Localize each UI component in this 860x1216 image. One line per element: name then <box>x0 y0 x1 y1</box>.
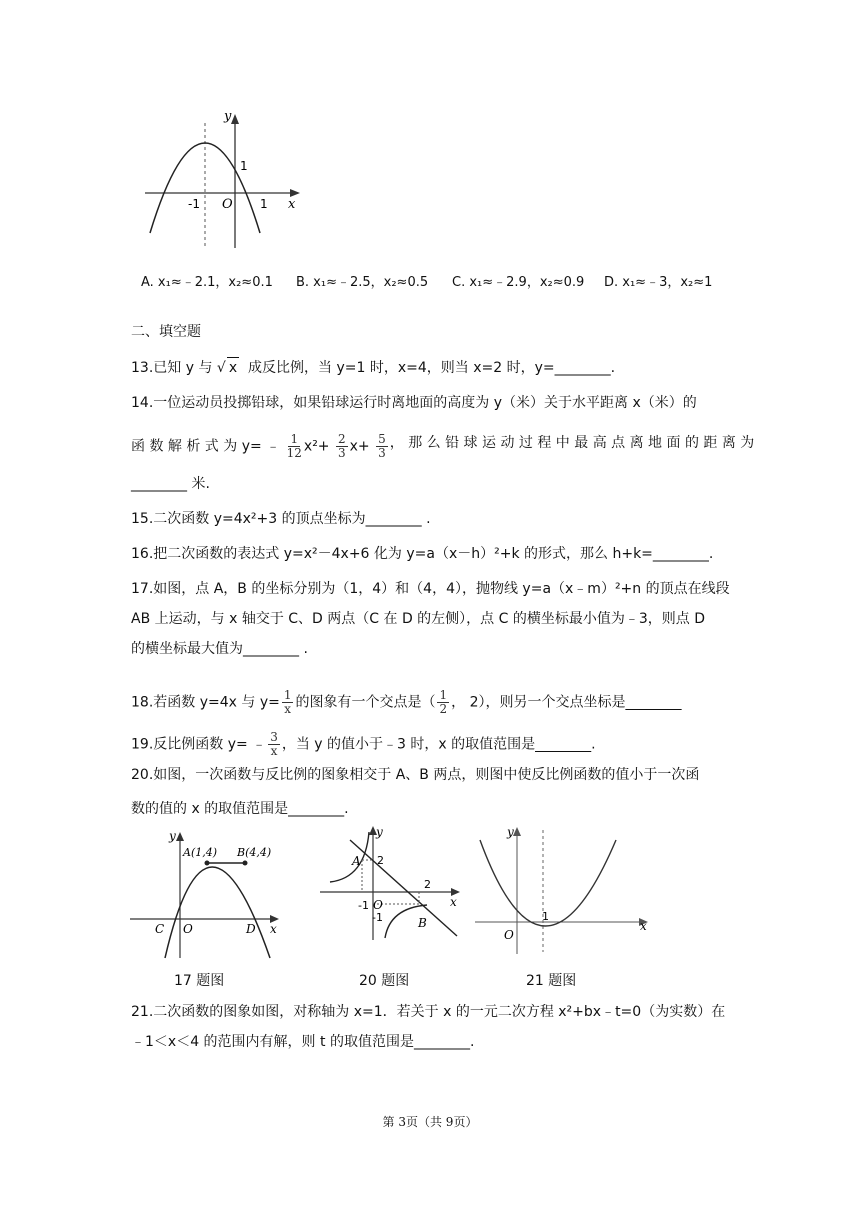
svg-text:O: O <box>222 197 233 212</box>
svg-text:C: C <box>155 922 165 936</box>
question-18: 18.若函数 y=4x 与 y= $\frac{1}{x}$ 的图象有一个交点是（ $\frac{1}{2}$ ， 2），则另一个交点坐标是________ <box>131 688 682 716</box>
svg-text:x: x <box>288 197 296 212</box>
question-17-line1: 17.如图，点 A，B 的坐标分别为（1，4）和（4，4），抛物线 y=a（x﹣m）²+n 的顶点在线段 <box>131 581 730 597</box>
svg-text:1: 1 <box>260 197 268 211</box>
question-19: 19.反比例函数 y= ﹣ $\frac{3}{x}$ ，当 y 的值小于﹣3 时，x 的取值范围是________. <box>131 730 596 758</box>
question-21-line2: ﹣1＜x＜4 的范围内有解，则 t 的取值范围是________. <box>131 1034 475 1050</box>
svg-text:O: O <box>504 928 514 942</box>
question-13: 13.已知 y 与 √ x 成反比例，当 y=1 时，x=4，则当 x=2 时，y=________. <box>131 357 615 378</box>
section-title: 二、填空题 <box>131 324 201 340</box>
question-16: 16.把二次函数的表达式 y=x²－4x+6 化为 y=a（x－h）²+k 的形式，那么 h+k=________. <box>131 546 714 562</box>
figure-17-caption: 17 题图 <box>174 973 225 989</box>
svg-text:-1: -1 <box>188 197 200 211</box>
option-a: A. x₁≈﹣2.1，x₂≈0.1 <box>141 275 273 290</box>
svg-text:A: A <box>352 854 361 868</box>
svg-text:1: 1 <box>542 910 549 923</box>
question-20-line1: 20.如图，一次函数与反比例的图象相交于 A、B 两点，则图中使反比例函数的值小于一次函 <box>131 767 700 783</box>
question-15: 15.二次函数 y=4x²+3 的顶点坐标为________ . <box>131 511 431 527</box>
figure-21-caption: 21 题图 <box>526 973 577 989</box>
option-c: C. x₁≈﹣2.9，x₂≈0.9 <box>452 275 585 290</box>
svg-text:y: y <box>376 825 383 839</box>
question-17-line2: AB 上运动，与 x 轴交于 C、D 两点（C 在 D 的左侧），点 C 的横坐标最小值为﹣3，则点 D <box>131 611 705 627</box>
svg-text:x: x <box>450 895 457 909</box>
svg-text:y: y <box>507 825 514 839</box>
svg-text:B(4,4): B(4,4) <box>237 846 272 859</box>
svg-text:D: D <box>246 922 256 936</box>
svg-text:-1: -1 <box>358 899 369 912</box>
svg-text:2: 2 <box>377 854 384 867</box>
svg-text:2: 2 <box>424 878 431 891</box>
svg-text:x: x <box>640 919 647 933</box>
svg-text:-1: -1 <box>372 911 383 924</box>
page-footer: 第 3页（共 9页） <box>382 1115 478 1129</box>
question-14-line2: 函 数 解 析 式 为 y= ﹣ $\frac{1}{12}$ x²+ $\frac{2}{3}$ x+ $\frac{5}{3}$ ， 那 么 铅 球 运 动 过 程 中 最 高 点 离 地 面 的 距 离 为 <box>131 432 755 460</box>
figure-20-caption: 20 题图 <box>359 973 410 989</box>
figure-17 <box>125 826 285 961</box>
figure-21 <box>470 822 655 957</box>
question-14-line1: 14.一位运动员投掷铅球，如果铅球运行时离地面的高度为 y（米）关于水平距离 x（米）的 <box>131 395 697 411</box>
figure-20 <box>315 820 465 945</box>
svg-text:A(1,4): A(1,4) <box>183 846 218 859</box>
svg-text:B: B <box>418 916 427 930</box>
question-21-line1: 21.二次函数的图象如图，对称轴为 x=1．若关于 x 的一元二次方程 x²+bx﹣t=0（为实数）在 <box>131 1004 726 1020</box>
svg-text:O: O <box>373 898 383 912</box>
svg-text:x: x <box>270 922 277 936</box>
option-b: B. x₁≈﹣2.5，x₂≈0.5 <box>296 275 429 290</box>
svg-text:1: 1 <box>240 159 248 173</box>
question-14-line3: ________ 米. <box>131 476 210 492</box>
svg-text:y: y <box>169 829 176 843</box>
svg-text:O: O <box>183 922 193 936</box>
question-17-line3: 的横坐标最大值为________ . <box>131 641 308 657</box>
option-d: D. x₁≈﹣3，x₂≈1 <box>604 275 713 290</box>
question-20-line2: 数的值的 x 的取值范围是________. <box>131 801 349 817</box>
parabola-figure <box>140 108 310 253</box>
svg-text:y: y <box>224 109 232 124</box>
